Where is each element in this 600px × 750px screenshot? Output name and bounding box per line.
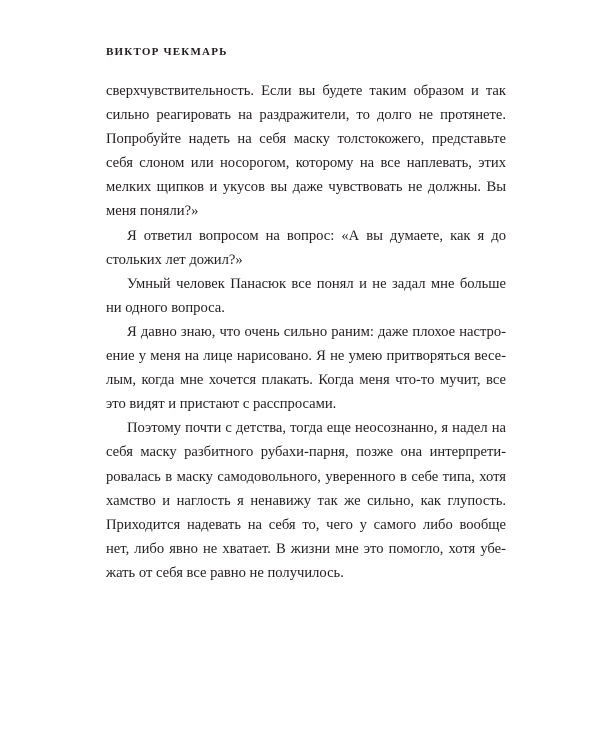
text-line: Попробуйте надеть на себя маску толстокожего, представьте — [106, 131, 506, 148]
text-line: ни одного вопроса. — [106, 299, 225, 316]
text-line: меня поняли?» — [106, 203, 199, 220]
text-line: Приходится надевать на себя то, чего у самого либо вообще — [106, 516, 506, 533]
text-line: Умный человек Панасюк все понял и не задал мне больше — [127, 275, 506, 292]
text-line: жать от себя все равно не получилось. — [106, 564, 344, 581]
text-line: сверхчувствительность. Если вы будете таким образом и так — [106, 83, 506, 99]
text-line: ровалась в маску самодовольного, уверенного в себе типа, хотя — [106, 468, 506, 485]
paragraph — [106, 416, 506, 585]
paragraph — [106, 79, 506, 224]
text-line: хамство и наглость я ненавижу так же сильно, как глупость. — [106, 492, 506, 509]
text-line: себя маску разбитного рубахи-парня, позже она интерпрети- — [106, 444, 506, 461]
text-line: стольких лет дожил?» — [106, 251, 243, 268]
body-text — [106, 79, 506, 585]
text-line: лым, когда мне хочется плакать. Когда меня что-то мучит, все — [106, 372, 506, 389]
text-line: нет, либо явно не хватает. В жизни мне это помогло, хотя убе- — [106, 540, 506, 557]
text-line: себя слоном или носорогом, которому на все наплевать, этих — [106, 155, 506, 172]
text-line: сильно реагировать на раздражители, то долго не протянете. — [106, 107, 506, 124]
paragraph — [106, 224, 506, 272]
text-line: Я давно знаю, что очень сильно раним: даже плохое настро- — [127, 323, 506, 340]
paragraph — [106, 320, 506, 416]
paragraph — [106, 272, 506, 320]
text-line: мелких щипков и укусов вы даже чувствовать не должны. Вы — [106, 179, 506, 196]
text-line: ение у меня на лице нарисовано. Я не умею притворяться весе- — [106, 348, 506, 365]
text-line: Я ответил вопросом на вопрос: «А вы думаете, как я до — [127, 227, 506, 244]
text-line: это видят и пристают с расспросами. — [106, 396, 337, 413]
running-head: ВИКТОР ЧЕКМАРЬ — [106, 46, 228, 58]
text-line: Поэтому почти с детства, тогда еще неосознанно, я надел на — [127, 420, 506, 437]
